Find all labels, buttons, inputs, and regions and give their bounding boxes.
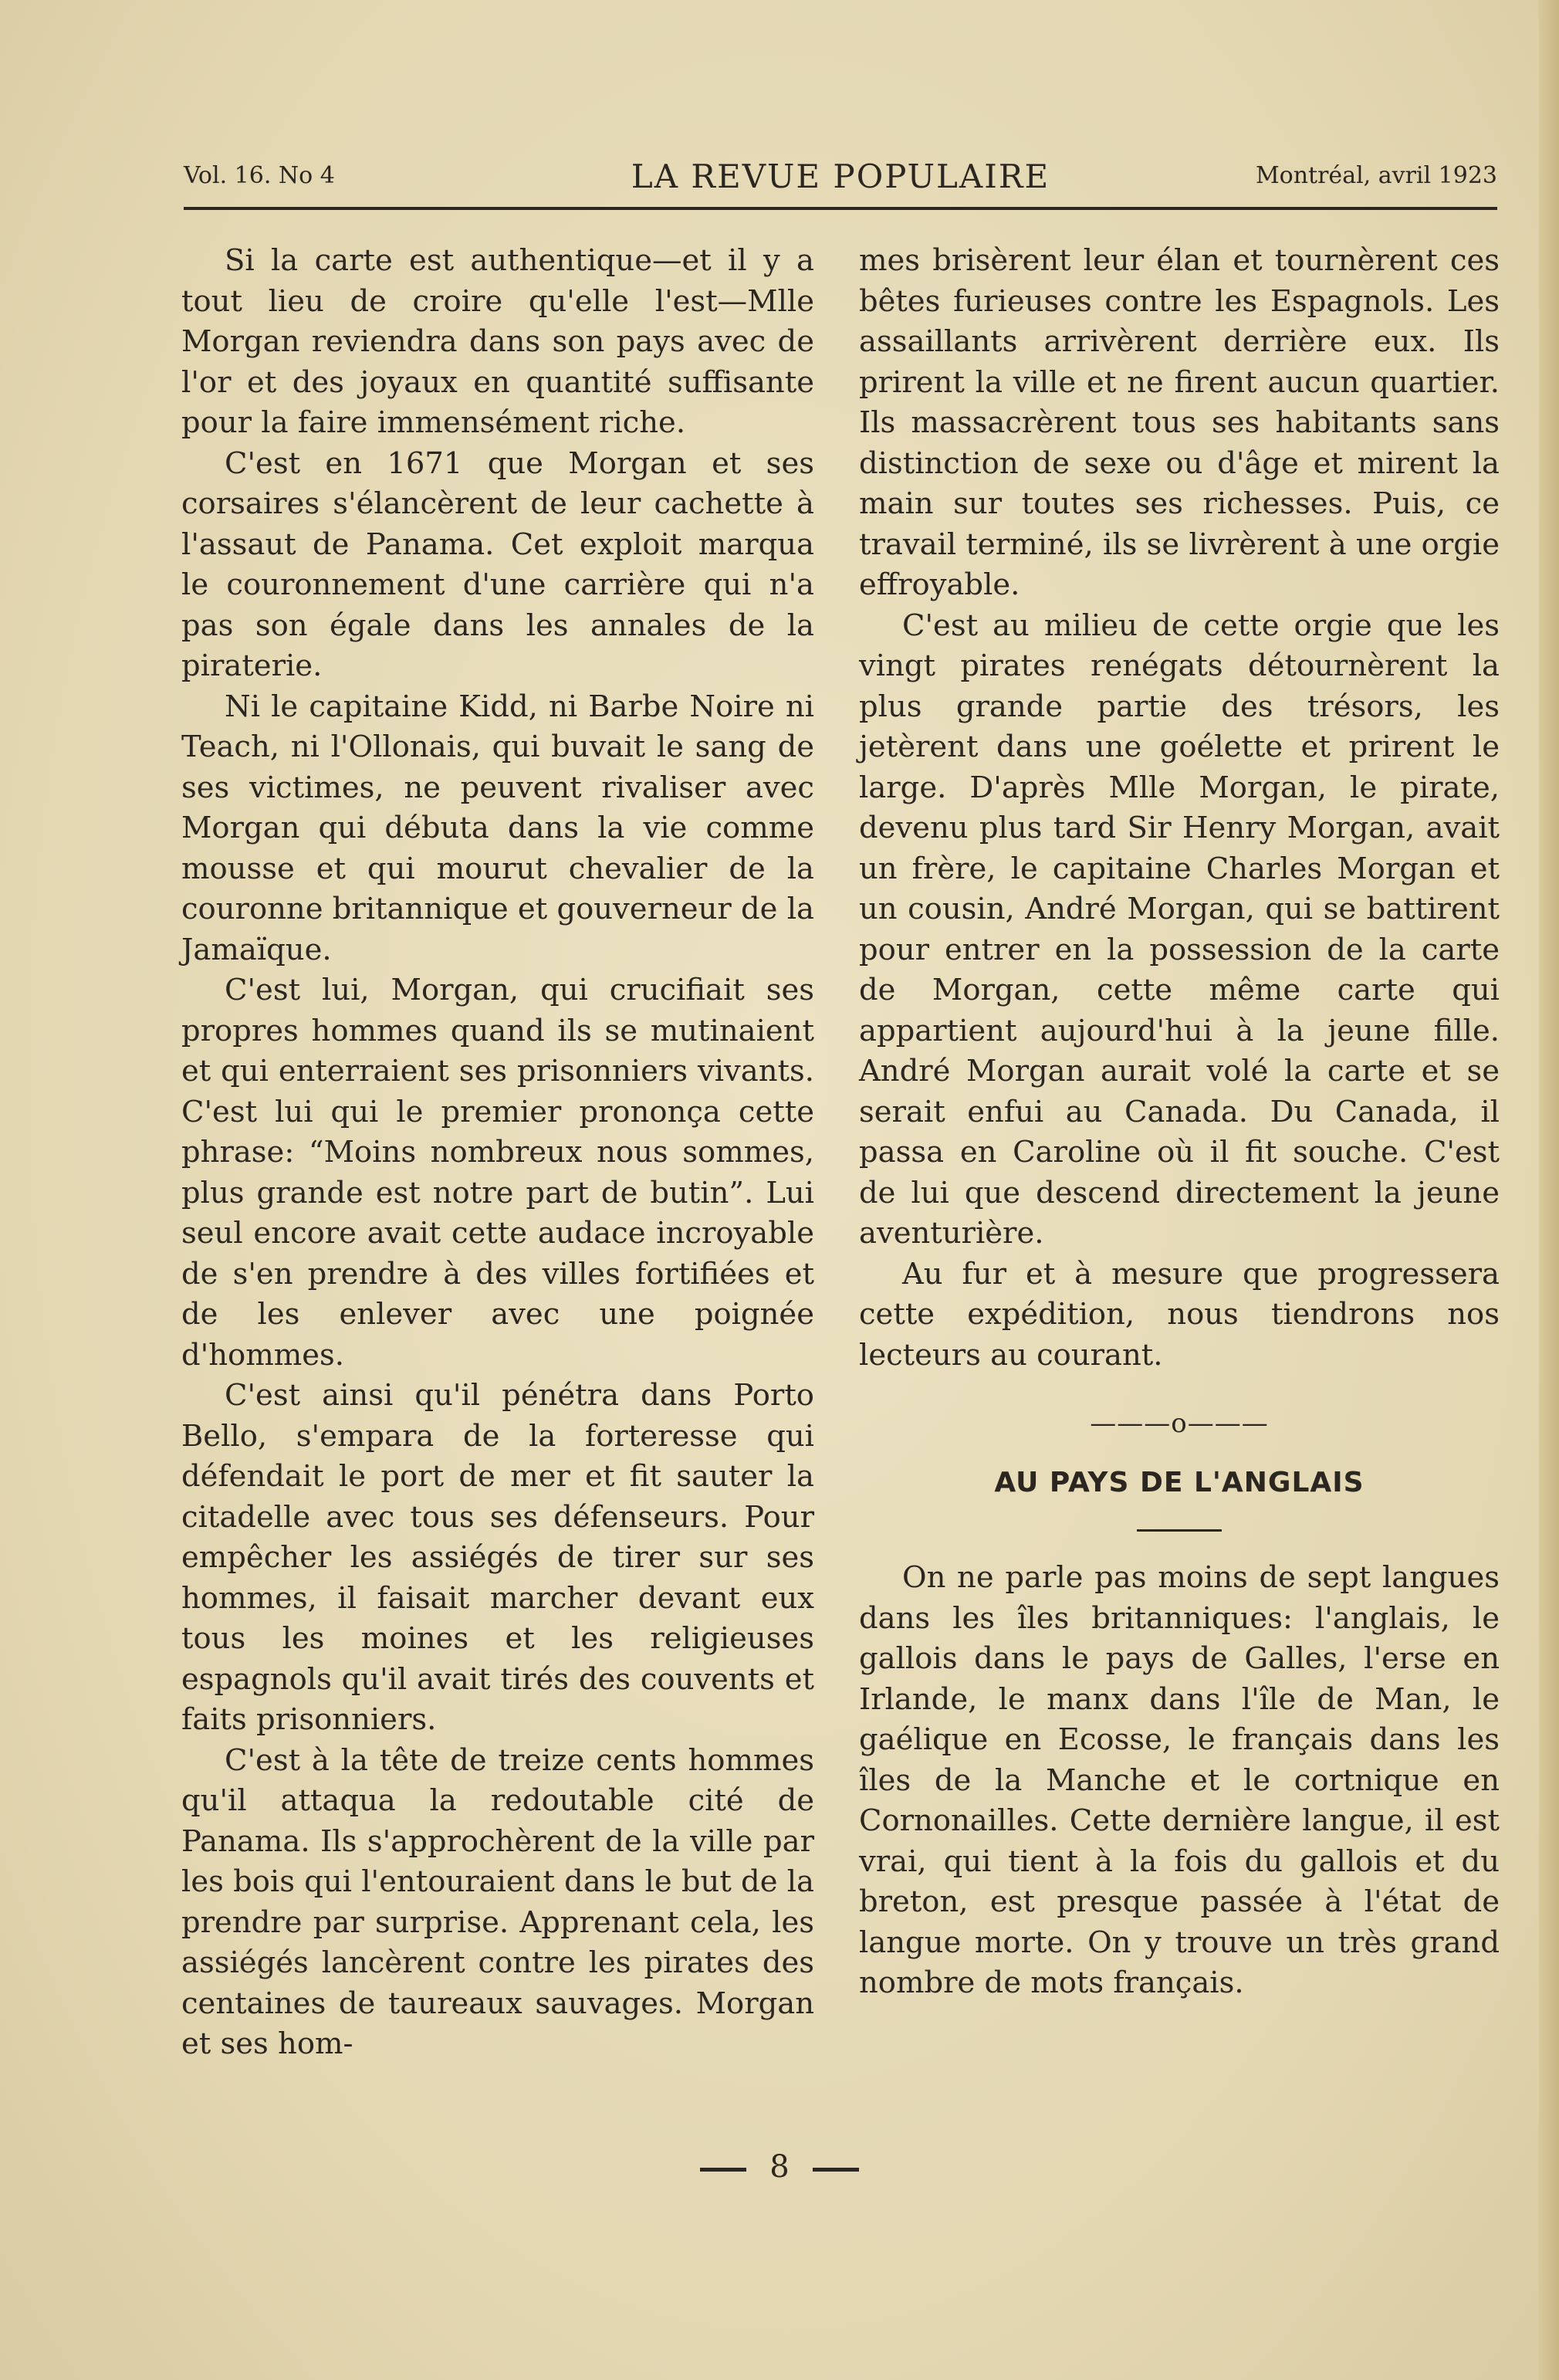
page-number: 8: [769, 2149, 790, 2185]
paragraph: Ni le capitaine Kidd, ni Barbe Noire ni Teach, ni l'Ollonais, qui buvait le sang de ses victimes, ne peuvent rivaliser avec Morgan qui débuta dans la vie comme mousse et qui mourut chevalier de la couronne britannique et gouverneur de la Jamaïque.: [181, 689, 814, 967]
header-volume: Vol. 16. No 4: [184, 162, 335, 189]
title-rule: [1137, 1529, 1222, 1532]
paragraph: C'est au milieu de cette orgie que les vingt pirates renégats détournèrent la plus grande partie des trésors, les jetèrent dans une goélette et prirent le large. D'après Mlle Morgan, le pirate, devenu plus tard Sir Henry Morgan, avait un frère, le capitaine Charles Morgan et un cousin, André Morgan, qui se battirent pour entrer en la possession de la carte de Morgan, cette même carte qui appartient aujourd'hui à la jeune fille. André Morgan aurait volé la carte et se serait enfui au Canada. Du Canada, il passa en Caroline où il fit souche. C'est de lui que descend directement la jeune aventurière.: [859, 608, 1500, 1251]
paragraph: Au fur et à mesure que progressera cette expédition, nous tiendrons nos lecteurs au courant.: [859, 1256, 1500, 1373]
paragraph: C'est lui, Morgan, qui crucifiait ses propres hommes quand ils se mutinaient et qui enterraient ses prisonniers vivants. C'est lui qui le premier prononça cette phrase: “Moins nombreux nous sommes, plus grande est notre part de butin”. Lui seul encore avait cette audace incroyable de s'en prendre à des villes fortifiées et de les enlever avec une poignée d'hommes.: [181, 973, 814, 1373]
paragraph: C'est en 1671 que Morgan et ses corsaires s'élancèrent de leur cachette à l'assaut de Panama. Cet exploit marqua le couronnement d'une carrière qui n'a pas son égale dans les annales de la piraterie.: [181, 445, 814, 683]
paragraph: C'est à la tête de treize cents hommes qu'il attaqua la redoutable cité de Panama. Ils s'approchèrent de la ville par les bois qui l'entouraient dans le but de la prendre par surprise. Apprenant cela, les assiégés lancèrent contre les pirates des centaines de taureaux sauvages. Morgan et ses hom-: [181, 1742, 814, 2061]
footer-dash-left: [700, 2168, 746, 2172]
paragraph: C'est ainsi qu'il pénétra dans Porto Bello, s'empara de la forteresse qui défendait le port de mer et fit sauter la citadelle avec tous ses défenseurs. Pour empêcher les assiégés de tirer sur ses hommes, il faisait marcher devant eux tous les moines et les religieuses espagnols qu'il avait tirés des couvents et faits prisonniers.: [181, 1378, 814, 1737]
paragraph-continued: mes brisèrent leur élan et tournèrent ces bêtes furieuses contre les Espagnols. Les assaillants arrivèrent derrière eux. Ils prirent la ville et ne firent aucun quartier. Ils massacrèrent tous ses habitants sans distinction de sexe ou d'âge et mirent la main sur toutes ses richesses. Puis, ce travail terminé, ils se livrèrent à une orgie effroyable.: [859, 243, 1500, 602]
header-title: LA REVUE POPULAIRE: [631, 157, 1050, 195]
header-rule: [184, 207, 1497, 210]
section-title: AU PAYS DE L'ANGLAIS: [994, 1466, 1365, 1498]
paragraph: Si la carte est authentique—et il y a tout lieu de croire qu'elle l'est—Mlle Morgan reviendra dans son pays avec de l'or et des joyaux en quantité suffisante pour la faire immensément riche.: [181, 243, 814, 440]
left-column: [181, 241, 814, 2065]
page-footer: [0, 2149, 1559, 2185]
section-separator: ———o———: [1090, 1408, 1269, 1439]
section-paragraph: On ne parle pas moins de sept langues dans les îles britanniques: l'anglais, le gallois dans le pays de Galles, l'erse en Irlande, le manx dans l'île de Man, le gaélique en Ecosse, le français dans les îles de la Manche et le cortnique en Cornonailles. Cette dernière langue, il est vrai, qui tient à la fois du gallois et du breton, est presque passée à l'état de langue morte. On y trouve un très grand nombre de mots français.: [859, 1560, 1500, 2000]
footer-dash-right: [813, 2168, 859, 2172]
running-header: [184, 154, 1497, 201]
header-place-date: Montréal, avril 1923: [1255, 162, 1497, 189]
right-column: [859, 241, 1500, 2004]
page-edge-shadow: [1539, 0, 1559, 2380]
